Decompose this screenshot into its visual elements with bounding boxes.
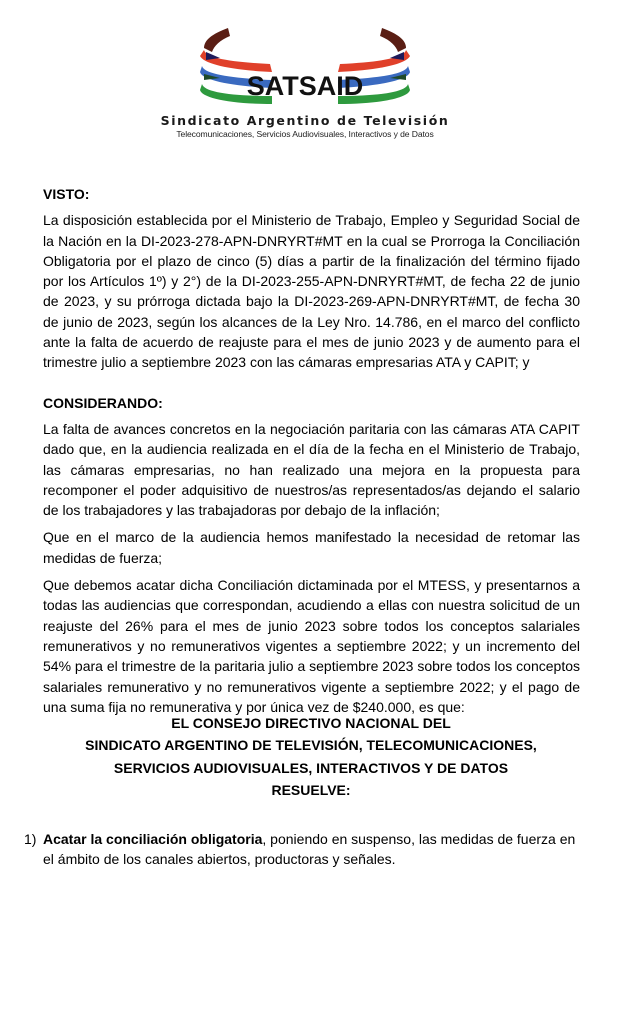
item-text <box>43 829 580 869</box>
resolution-line-2: SINDICATO ARGENTINO DE TELEVISIÓN, TELECOMUNICACIONES, <box>85 737 537 754</box>
resolution-line-1: EL CONSEJO DIRECTIVO NACIONAL DEL <box>171 715 451 731</box>
document-body <box>43 184 580 724</box>
resolution-item <box>24 829 580 869</box>
logo-ribbons-icon <box>190 22 420 114</box>
satsaid-logo <box>160 22 450 147</box>
item-rest-text: , poniendo en suspenso, las medidas de fuerza en el ámbito de los canales abiertos, productoras y señales. <box>43 831 576 867</box>
logo-union-name: Sindicato Argentino de Televisión <box>160 113 450 128</box>
logo-subtitle: Telecomunicaciones, Servicios Audiovisuales, Interactivos y de Datos <box>176 129 434 139</box>
considerando-paragraph-2: Que en el marco de la audiencia hemos manifestado la necesidad de retomar las medidas de fuerza; <box>43 529 580 566</box>
considerando-heading: CONSIDERANDO: <box>43 394 163 411</box>
considerando-paragraph-3: Que debemos acatar dicha Conciliación dictaminada por el MTESS, y presentarnos a todas las audiencias que correspondan, acudiendo a ellas con nuestra solicitud de un reajuste del 26% para el mes de junio 2023 sobre todos los conceptos salariales remunerativos y no remunerativos vigentes a septiembre 2022; y un incremento del 54% para el trimestre de la paritaria julio a septiembre 2023 sobre todos los conceptos salariales remunerativo y no remunerativos vigente a septiembre 2022; y el pago de una suma fija no remunerativa y por única vez de $240.000, es que: <box>43 577 580 715</box>
resolution-line-3: SERVICIOS AUDIOVISUALES, INTERACTIVOS Y DE DATOS <box>113 759 509 776</box>
considerando-paragraph-1: La falta de avances concretos en la negociación paritaria con las cámaras ATA CAPIT dado que, en la audiencia realizada en el día de la fecha en el Ministerio de Trabajo, las cámaras empresarias, no han realizado una mejora en la propuesta para recomponer el poder adquisitivo de nuestros/as representados/as dejando el salario de los trabajadores y las trabajadoras por debajo de la inflación; <box>43 420 580 519</box>
item-bold-text: Acatar la conciliación obligatoria <box>43 831 263 847</box>
item-number: 1) <box>24 831 37 847</box>
visto-paragraph: La disposición establecida por el Ministerio de Trabajo, Empleo y Seguridad Social de la Nación en la DI-2023-278-APN-DNRYRT#MT en la cual se Prorroga la Conciliación Obligatoria por el plazo de cinco (5) días a partir de la finalización del término fijado por los Artículos 1º) y 2°) de la DI-2023-255-APN-DNRYRT#MT, de fecha 22 de junio de 2023, y su prórroga dictada bajo la DI-2023-269-APN-DNRYRT#MT, de fecha 30 de junio de 2023, según los alcances de la Ley Nro. 14.786, en el marco del conflicto ante la falta de acuerdo de reajuste para el mes de junio 2023 y de aumento para el trimestre julio a septiembre 2023 con las cámaras empresarias ATA y CAPIT; y <box>43 212 580 371</box>
resolution-line-4: RESUELVE: <box>271 781 351 798</box>
visto-heading: VISTO: <box>43 186 90 202</box>
svg-text:SATSAID: SATSAID <box>246 71 364 101</box>
resolution-heading <box>0 712 622 801</box>
